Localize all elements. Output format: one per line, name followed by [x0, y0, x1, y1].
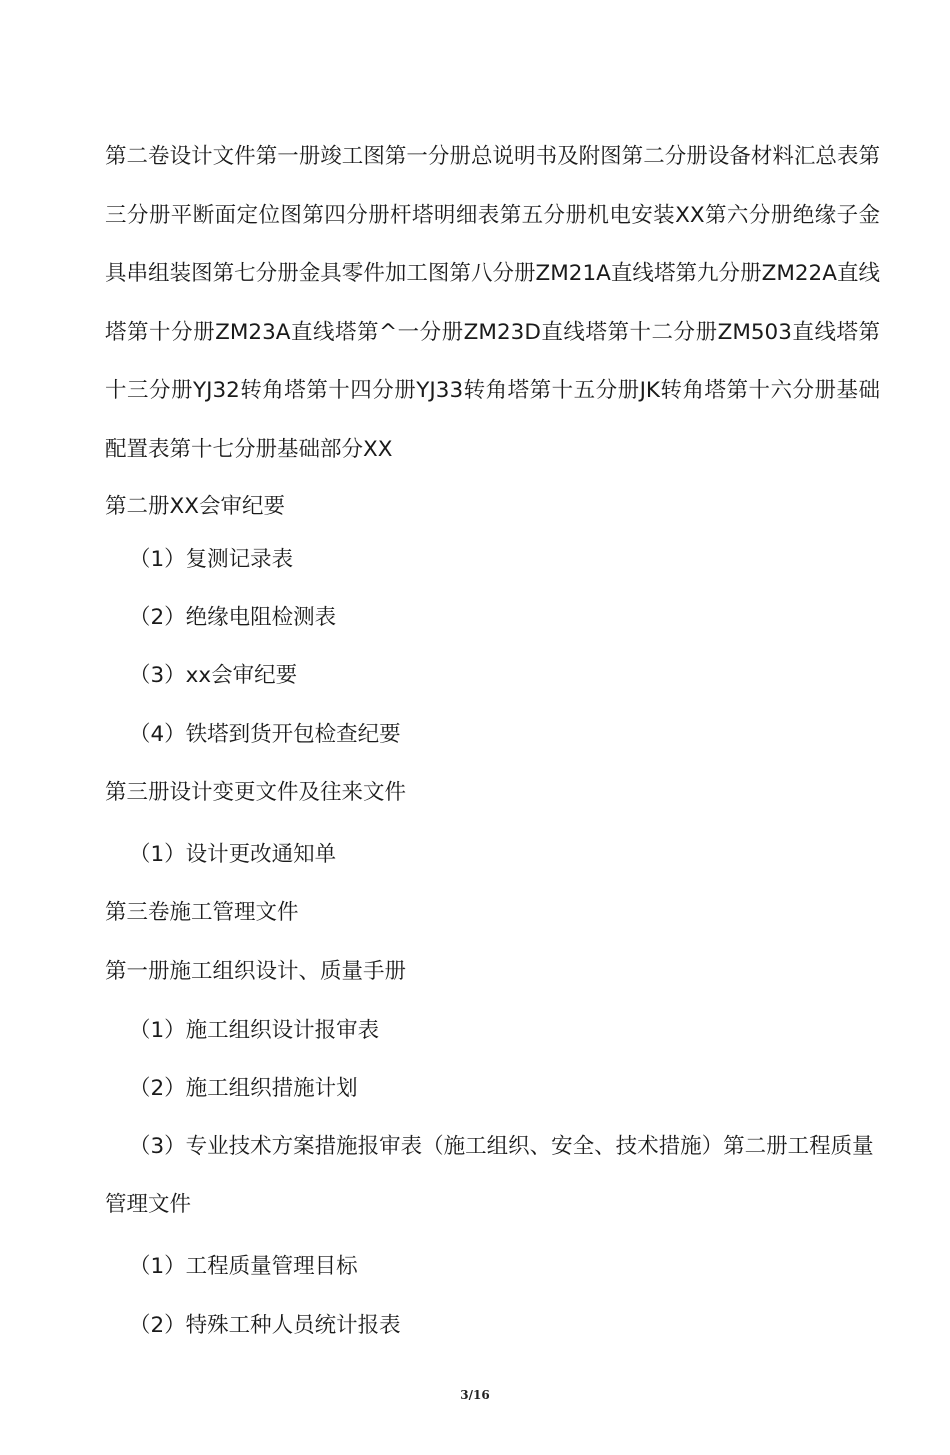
list-item: （1）施工组织设计报审表: [129, 1018, 380, 1043]
list-item: （1）工程质量管理目标: [129, 1254, 358, 1279]
list-item: （3）xx会审纪要: [129, 663, 298, 688]
list-item: （1）复测记录表: [129, 547, 294, 572]
list-item-wrapped: （3）专业技术方案措施报审表（施工组织、安全、技术措施）第二册工程质量管理文件: [105, 1134, 874, 1217]
list-item: （2）施工组织措施计划: [129, 1076, 358, 1101]
intro-paragraph: 第二卷设计文件第一册竣工图第一分册总说明书及附图第二分册设备材料汇总表第三分册平断面定位图第四分册杆塔明细表第五分册机电安装XX第六分册绝缘子金具串组装图第七分册金具零件加工图第八分册ZM21A直线塔第九分册ZM22A直线塔第十分册ZM23A直线塔第^一分册ZM23D直线塔第十二分册ZM503直线塔第十三分册YJ32转角塔第十四分册YJ33转角塔第十五分册JK转角塔第十六分册基础配置表第十七分册基础部分XX: [105, 144, 880, 462]
list-item: （2）特殊工种人员统计报表: [129, 1313, 401, 1338]
heading-volume3: 第三卷施工管理文件: [105, 900, 299, 925]
list-item: （4）铁塔到货开包检查纪要: [129, 722, 401, 747]
page-number: 3/16: [460, 1388, 490, 1402]
list-item: （1）设计更改通知单: [129, 842, 337, 867]
heading-volume2-book3: 第三册设计变更文件及往来文件: [105, 780, 407, 805]
list-item: （2）绝缘电阻检测表: [129, 605, 337, 630]
heading-volume2-book2: 第二册XX会审纪要: [105, 494, 285, 519]
heading-volume3-book1: 第一册施工组织设计、质量手册: [105, 959, 407, 984]
